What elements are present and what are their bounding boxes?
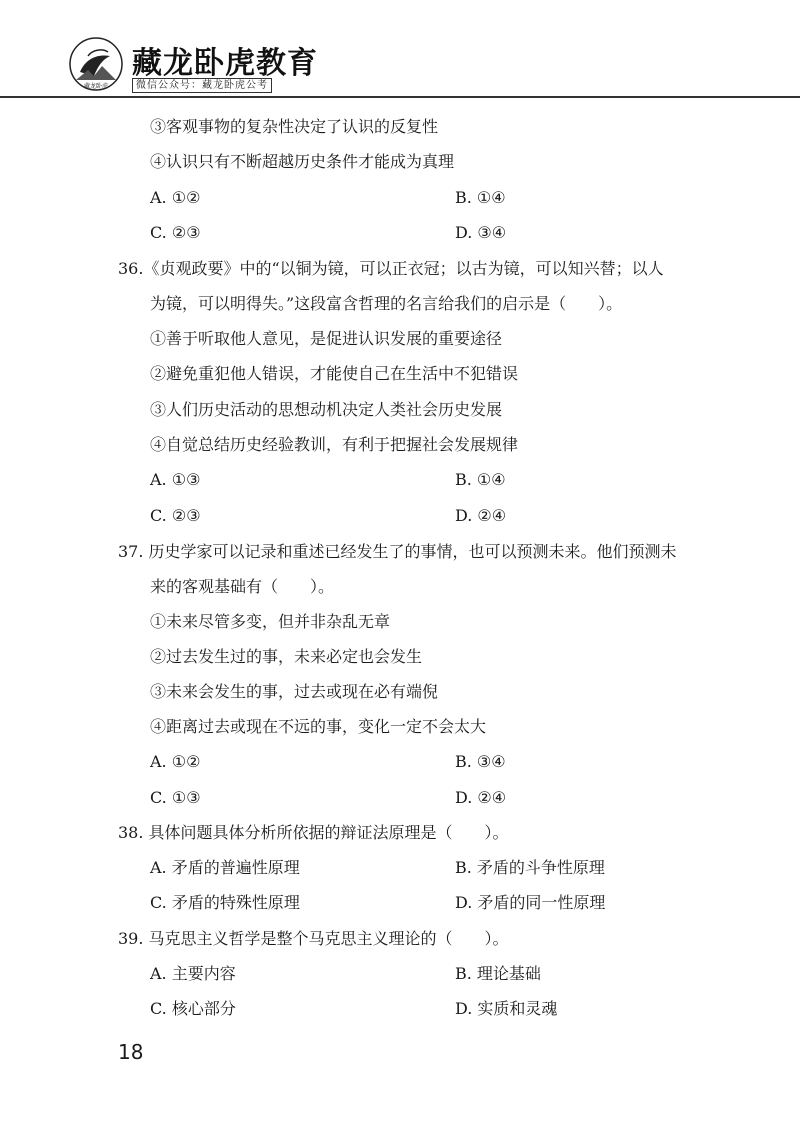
q36-option-3: ③人们历史活动的思想动机决定人类社会历史发展 <box>150 400 503 419</box>
q39-choice-b: B. 理论基础 <box>455 964 541 983</box>
q37-option-1: ①未来尽管多变，但并非杂乱无章 <box>150 612 391 631</box>
q39-choice-d: D. 实质和灵魂 <box>455 999 558 1018</box>
q38-choice-d: D. 矛盾的同一性原理 <box>455 893 606 912</box>
q37-option-3: ③未来会发生的事，过去或现在必有端倪 <box>150 682 439 701</box>
q37-choice-d: D. ②④ <box>455 788 507 807</box>
q38-choice-b: B. 矛盾的斗争性原理 <box>455 858 605 877</box>
q35-choice-c: C. ②③ <box>150 223 201 242</box>
q37-choice-a: A. ①② <box>150 752 201 771</box>
q37-option-4: ④距离过去或现在不远的事，变化一定不会太大 <box>150 717 487 736</box>
q35-choice-d: D. ③④ <box>455 223 507 242</box>
q35-option-4: ④认识只有不断超越历史条件才能成为真理 <box>150 152 455 171</box>
q38-choice-c: C. 矛盾的特殊性原理 <box>150 893 300 912</box>
page-header <box>0 0 800 100</box>
q38-choice-a: A. 矛盾的普遍性原理 <box>150 858 300 877</box>
brand-subtitle: 微信公众号：藏龙卧虎公考 <box>132 78 272 93</box>
q36-option-1: ①善于听取他人意见，是促进认识发展的重要途径 <box>150 329 503 348</box>
logo-caption: 藏龙卧虎 <box>83 83 109 90</box>
q37-option-2: ②过去发生过的事，未来必定也会发生 <box>150 647 423 666</box>
page-number: 18 <box>118 1040 144 1064</box>
q35-option-3: ③客观事物的复杂性决定了认识的反复性 <box>150 117 439 136</box>
q35-choice-a: A. ①② <box>150 188 201 207</box>
logo-emblem-icon <box>68 36 124 92</box>
q38-stem: 38. 具体问题具体分析所依据的辩证法原理是（ ）。 <box>118 823 509 842</box>
q37-choice-c: C. ①③ <box>150 788 201 807</box>
q36-stem-line-1: 36.《贞观政要》中的“以铜为镜，可以正衣冠；以古为镜，可以知兴替；以人 <box>118 259 664 278</box>
q39-choice-a: A. 主要内容 <box>150 964 236 983</box>
q35-choice-b: B. ①④ <box>455 188 506 207</box>
q39-stem: 39. 马克思主义哲学是整个马克思主义理论的（ ）。 <box>118 929 509 948</box>
q37-stem-line-1: 37. 历史学家可以记录和重述已经发生了的事情，也可以预测未来。他们预测未 <box>118 542 677 561</box>
q36-choice-a: A. ①③ <box>150 470 201 489</box>
q36-choice-b: B. ①④ <box>455 470 506 489</box>
header-divider <box>0 96 800 98</box>
q37-stem-line-2: 来的客观基础有（ ）。 <box>150 577 335 596</box>
q36-stem-line-2: 为镜，可以明得失。”这段富含哲理的名言给我们的启示是（ ）。 <box>150 294 623 313</box>
q36-option-4: ④自觉总结历史经验教训，有利于把握社会发展规律 <box>150 435 519 454</box>
q36-option-2: ②避免重犯他人错误，才能使自己在生活中不犯错误 <box>150 364 519 383</box>
q36-choice-c: C. ②③ <box>150 506 201 525</box>
q36-choice-d: D. ②④ <box>455 506 507 525</box>
q39-choice-c: C. 核心部分 <box>150 999 236 1018</box>
q37-choice-b: B. ③④ <box>455 752 506 771</box>
brand-title: 藏龙卧虎教育 <box>132 46 318 81</box>
